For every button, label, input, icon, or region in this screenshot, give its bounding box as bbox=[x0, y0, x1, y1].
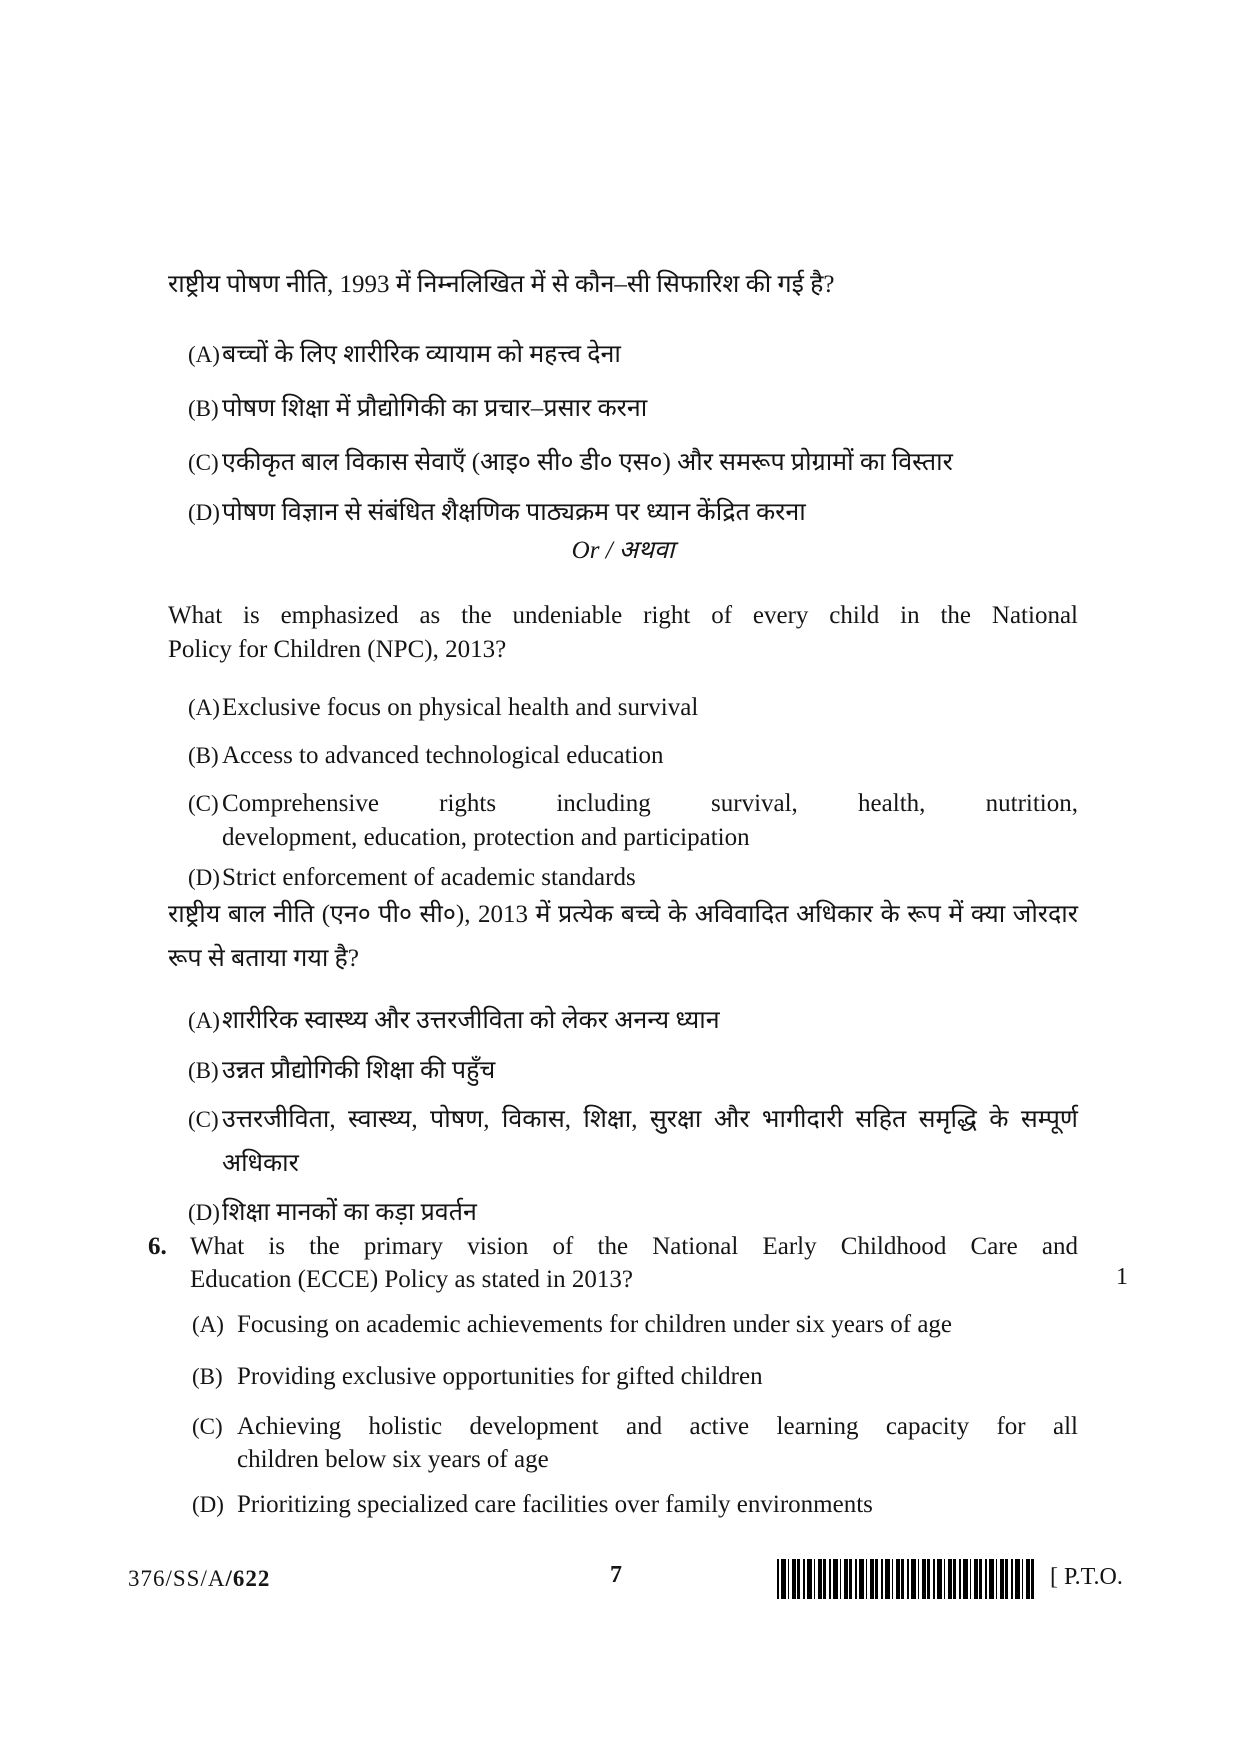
option-label: (C) bbox=[188, 1107, 219, 1132]
option-row-b bbox=[188, 739, 1078, 773]
question-text-line1: What is the primary vision of the National Early Childhood Care and bbox=[190, 1233, 1078, 1260]
question-text: राष्ट्रीय पोषण नीति, 1993 में निम्नलिखित में से कौन–सी सिफारिश की गई है? bbox=[168, 271, 835, 298]
option-label: (C) bbox=[192, 1414, 223, 1439]
option-text: Focusing on academic achievements for children under six years of age bbox=[237, 1311, 953, 1338]
option-row-d bbox=[188, 1191, 1078, 1235]
option-row-b bbox=[192, 1360, 1078, 1393]
option-row-a bbox=[188, 999, 1078, 1043]
option-text-line1: उत्तरजीविता, स्वास्थ्य, पोषण, विकास, शिक्षा, सुरक्षा और भागीदारी सहित समृद्धि के सम्पूर्ण bbox=[222, 1106, 1078, 1133]
option-row-b bbox=[188, 387, 1078, 431]
option-text: Access to advanced technological education bbox=[222, 742, 664, 769]
question-5-or-hindi-block bbox=[168, 893, 1078, 1235]
option-row-c bbox=[188, 441, 1078, 485]
question-text-line1: राष्ट्रीय बाल नीति (एन० पी० सी०), 2013 में प्रत्येक बच्चे के अविवादित अधिकार के रूप में क्या जोरदार bbox=[168, 901, 1078, 928]
option-text-line1: Achieving holistic development and active learning capacity for all bbox=[237, 1413, 1078, 1440]
option-row-c bbox=[188, 787, 1078, 855]
option-label: (A) bbox=[188, 342, 220, 367]
question-text-line2: रूप से बताया गया है? bbox=[168, 945, 359, 972]
option-text-line1: Comprehensive rights including survival, health, nutrition, bbox=[222, 790, 1078, 817]
option-text: Providing exclusive opportunities for gifted children bbox=[237, 1363, 763, 1390]
option-row-a bbox=[192, 1308, 1078, 1341]
option-text: शारीरिक स्वास्थ्य और उत्तरजीविता को लेकर अनन्य ध्यान bbox=[222, 1007, 720, 1034]
option-label: (B) bbox=[188, 1058, 219, 1083]
option-label: (A) bbox=[192, 1312, 224, 1337]
option-label: (D) bbox=[188, 1200, 220, 1225]
option-label: (A) bbox=[188, 695, 220, 720]
option-label: (D) bbox=[188, 500, 220, 525]
option-row-a bbox=[188, 691, 1078, 725]
option-text: पोषण विज्ञान से संबंधित शैक्षणिक पाठ्यक्रम पर ध्यान केंद्रित करना bbox=[222, 499, 806, 526]
question-6-block bbox=[148, 1230, 1078, 1521]
paper-code-regular: 376/SS/A bbox=[128, 1566, 226, 1591]
option-row-d bbox=[188, 861, 1078, 895]
option-text-line2: development, education, protection and participation bbox=[222, 824, 750, 851]
option-label: (D) bbox=[192, 1492, 224, 1517]
option-row-c bbox=[192, 1410, 1078, 1476]
question-number: 6. bbox=[148, 1233, 167, 1260]
page-number: 7 bbox=[610, 1562, 622, 1588]
option-row-d bbox=[188, 491, 1078, 535]
option-text-line2: अधिकार bbox=[222, 1150, 299, 1177]
question-text-line1: What is emphasized as the undeniable right of every child in the National bbox=[168, 602, 1078, 629]
option-label: (B) bbox=[192, 1364, 223, 1389]
footer-paper-code bbox=[128, 1566, 270, 1592]
option-text: बच्चों के लिए शारीरिक व्यायाम को महत्त्व देना bbox=[222, 341, 621, 368]
option-text: Prioritizing specialized care facilities over family environments bbox=[237, 1491, 873, 1518]
option-text: शिक्षा मानकों का कड़ा प्रवर्तन bbox=[222, 1199, 477, 1226]
or-separator: Or / अथवा bbox=[571, 537, 675, 564]
option-label: (B) bbox=[188, 743, 219, 768]
option-text: Exclusive focus on physical health and survival bbox=[222, 694, 699, 721]
barcode bbox=[777, 1559, 1037, 1599]
or-separator-block bbox=[168, 534, 1078, 568]
option-label: (D) bbox=[188, 865, 220, 890]
question-5-hindi-block bbox=[168, 263, 1078, 535]
question-5-or-english-block bbox=[168, 599, 1078, 895]
option-row-c bbox=[188, 1098, 1078, 1186]
option-text: पोषण शिक्षा में प्रौद्योगिकी का प्रचार–प्रसार करना bbox=[222, 395, 648, 422]
option-label: (B) bbox=[188, 396, 219, 421]
option-text: उन्नत प्रौद्योगिकी शिक्षा की पहुँच bbox=[222, 1057, 496, 1084]
option-row-a bbox=[188, 333, 1078, 377]
option-label: (C) bbox=[188, 450, 219, 475]
pto-label: [ P.T.O. bbox=[1050, 1564, 1123, 1590]
option-text-line2: children below six years of age bbox=[237, 1446, 549, 1473]
option-label: (C) bbox=[188, 791, 219, 816]
marks-value: 1 bbox=[1116, 1264, 1128, 1290]
paper-code-bold: /622 bbox=[225, 1566, 271, 1591]
option-text: Strict enforcement of academic standards bbox=[222, 864, 636, 891]
question-text-line2: Policy for Children (NPC), 2013? bbox=[168, 636, 507, 663]
option-row-b bbox=[188, 1049, 1078, 1093]
option-text: एकीकृत बाल विकास सेवाएँ (आइ० सी० डी० एस०) और समरूप प्रोग्रामों का विस्तार bbox=[222, 449, 953, 476]
option-row-d bbox=[192, 1488, 1078, 1521]
option-label: (A) bbox=[188, 1008, 220, 1033]
question-text-line2: Education (ECCE) Policy as stated in 2013? bbox=[190, 1266, 633, 1293]
